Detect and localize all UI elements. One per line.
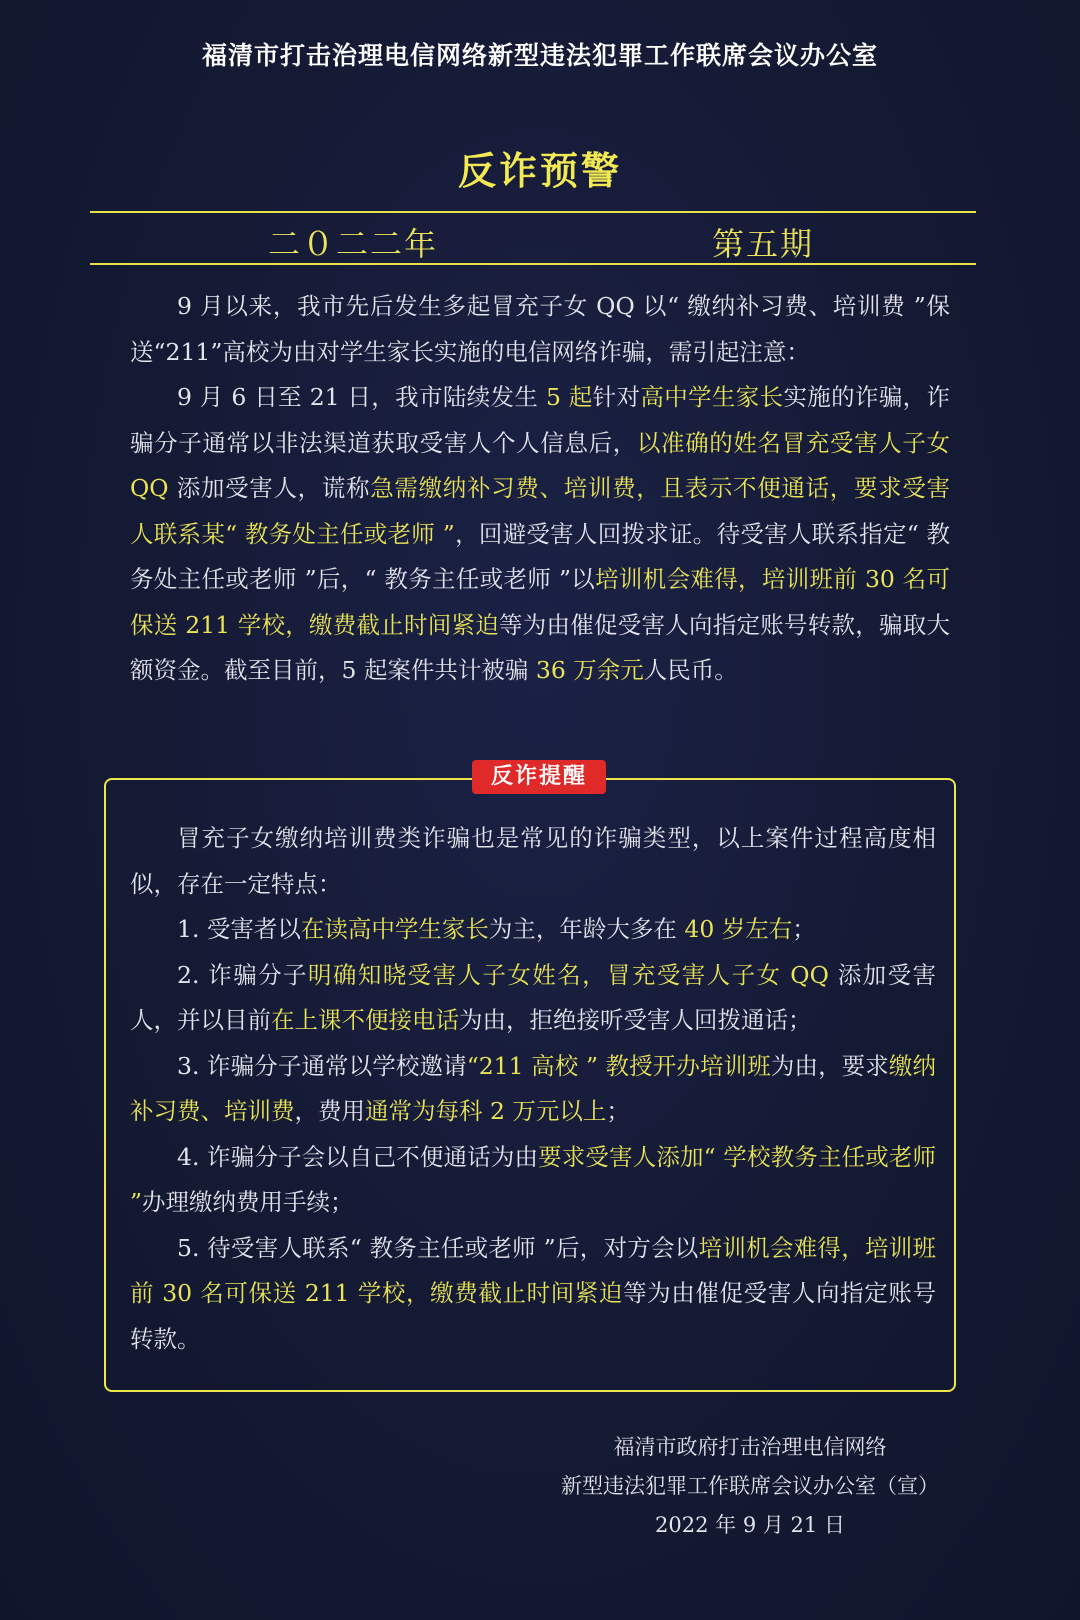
warning-intro: 冒充子女缴纳培训费类诈骗也是常见的诈骗类型，以上案件过程高度相似，存在一定特点： bbox=[130, 824, 936, 898]
highlighted-text: 以准确的姓名冒充受害人子女 QQ bbox=[130, 428, 951, 502]
text-run: 为由，拒绝接听受害人回拨通话； bbox=[459, 1006, 812, 1034]
text-run: ； bbox=[792, 915, 816, 943]
highlighted-text: 在上课不便接电话 bbox=[271, 1006, 459, 1034]
highlighted-text: 40 岁左右 bbox=[684, 915, 793, 943]
body-paragraph-1: 9 月以来，我市先后发生多起冒充子女 QQ 以“ 缴纳补习费、培训费 ”保送“211”高校为由对学生家长实施的电信网络诈骗，需引起注意： bbox=[130, 292, 950, 366]
text-run: 办理缴纳费用手续； bbox=[142, 1188, 354, 1216]
issue-number: 第五期 bbox=[712, 225, 815, 263]
text-run: ，费用 bbox=[294, 1097, 365, 1125]
warning-badge: 反诈提醒 bbox=[472, 760, 606, 794]
body-paragraph-2 bbox=[130, 375, 950, 694]
text-run: 4. 诈骗分子会以自己不便通话为由 bbox=[177, 1142, 539, 1171]
text-run: 1. 受害者以 bbox=[177, 915, 301, 943]
highlighted-text: 5 起 bbox=[546, 383, 593, 411]
highlighted-text: 高中学生家长 bbox=[640, 383, 784, 411]
highlighted-text: 急需缴纳补习费、培训费，且表示不便通话，要求受害人联系某“ 教务处主任或老师 ” bbox=[130, 474, 951, 548]
highlighted-text: 在读高中学生家长 bbox=[300, 915, 489, 943]
highlighted-text: 36 万余元 bbox=[535, 656, 644, 684]
signature-block bbox=[520, 1428, 980, 1545]
org-header: 福清市打击治理电信网络新型违法犯罪工作联席会议办公室 bbox=[201, 41, 878, 70]
highlighted-text: 通常为每科 2 万元以上 bbox=[365, 1097, 607, 1125]
warning-item-5 bbox=[130, 1226, 936, 1363]
issue-bar bbox=[90, 211, 976, 265]
highlighted-text: “211 高校 ” 教授开办培训班 bbox=[466, 1051, 771, 1080]
text-run: ，回避受害人回拨求证。待受害人联系指定“ 教务处主任或老师 ”后，“ 教务主任或老师 ”以 bbox=[130, 519, 951, 593]
page-title: 反诈预警 bbox=[457, 149, 622, 193]
highlighted-text: 明确知晓受害人子女姓名，冒充受害人子女 QQ bbox=[307, 960, 838, 989]
signature-date: 2022 年 9 月 21 日 bbox=[655, 1513, 845, 1537]
text-run: 等为由催促受害人向指定账号转款。 bbox=[130, 1279, 937, 1353]
signature-line-1: 福清市政府打击治理电信网络 bbox=[613, 1435, 887, 1459]
text-run: 添加受害人，并以目前 bbox=[130, 960, 936, 1034]
highlighted-text: 培训机会难得，培训班前 30 名可保送 211 学校，缴费截止时间紧迫 bbox=[130, 1233, 937, 1307]
highlighted-text: 要求受害人添加“ 学校教务主任或老师 ” bbox=[130, 1142, 936, 1216]
issue-year: 二０二二年 bbox=[268, 225, 439, 263]
signature-line-2: 新型违法犯罪工作联席会议办公室（宣） bbox=[561, 1474, 939, 1498]
text-run: 为主，年龄大多在 bbox=[488, 915, 685, 943]
notice-body bbox=[130, 284, 950, 694]
warning-content bbox=[130, 816, 936, 1362]
text-run: 9 月 6 日至 21 日，我市陆续发生 bbox=[177, 383, 547, 411]
highlighted-text: 培训机会难得，培训班前 30 名可保送 211 学校，缴费截止时间紧迫 bbox=[130, 565, 951, 639]
text-run: 添加受害人，谎称 bbox=[176, 474, 371, 502]
warning-item-3 bbox=[130, 1044, 936, 1135]
text-run: 3. 诈骗分子通常以学校邀请 bbox=[177, 1051, 467, 1080]
warning-item-2 bbox=[130, 953, 936, 1044]
text-run: 针对 bbox=[592, 383, 641, 411]
warning-item-1 bbox=[130, 907, 936, 953]
text-run: 人民币。 bbox=[643, 656, 738, 684]
text-run: 实施的诈骗，诈骗分子通常以非法渠道获取受害人个人信息后， bbox=[130, 383, 951, 457]
text-run: ； bbox=[606, 1097, 630, 1125]
warning-item-4 bbox=[130, 1135, 936, 1226]
text-run: 为由，要求 bbox=[770, 1051, 889, 1080]
text-run: 等为由催促受害人向指定账号转款，骗取大额资金。截至目前，5 起案件共计被骗 bbox=[130, 610, 951, 684]
text-run: 5. 待受害人联系“ 教务主任或老师 ”后，对方会以 bbox=[177, 1233, 699, 1262]
text-run: 2. 诈骗分子 bbox=[177, 960, 308, 989]
highlighted-text: 缴纳补习费、培训费 bbox=[130, 1051, 937, 1125]
